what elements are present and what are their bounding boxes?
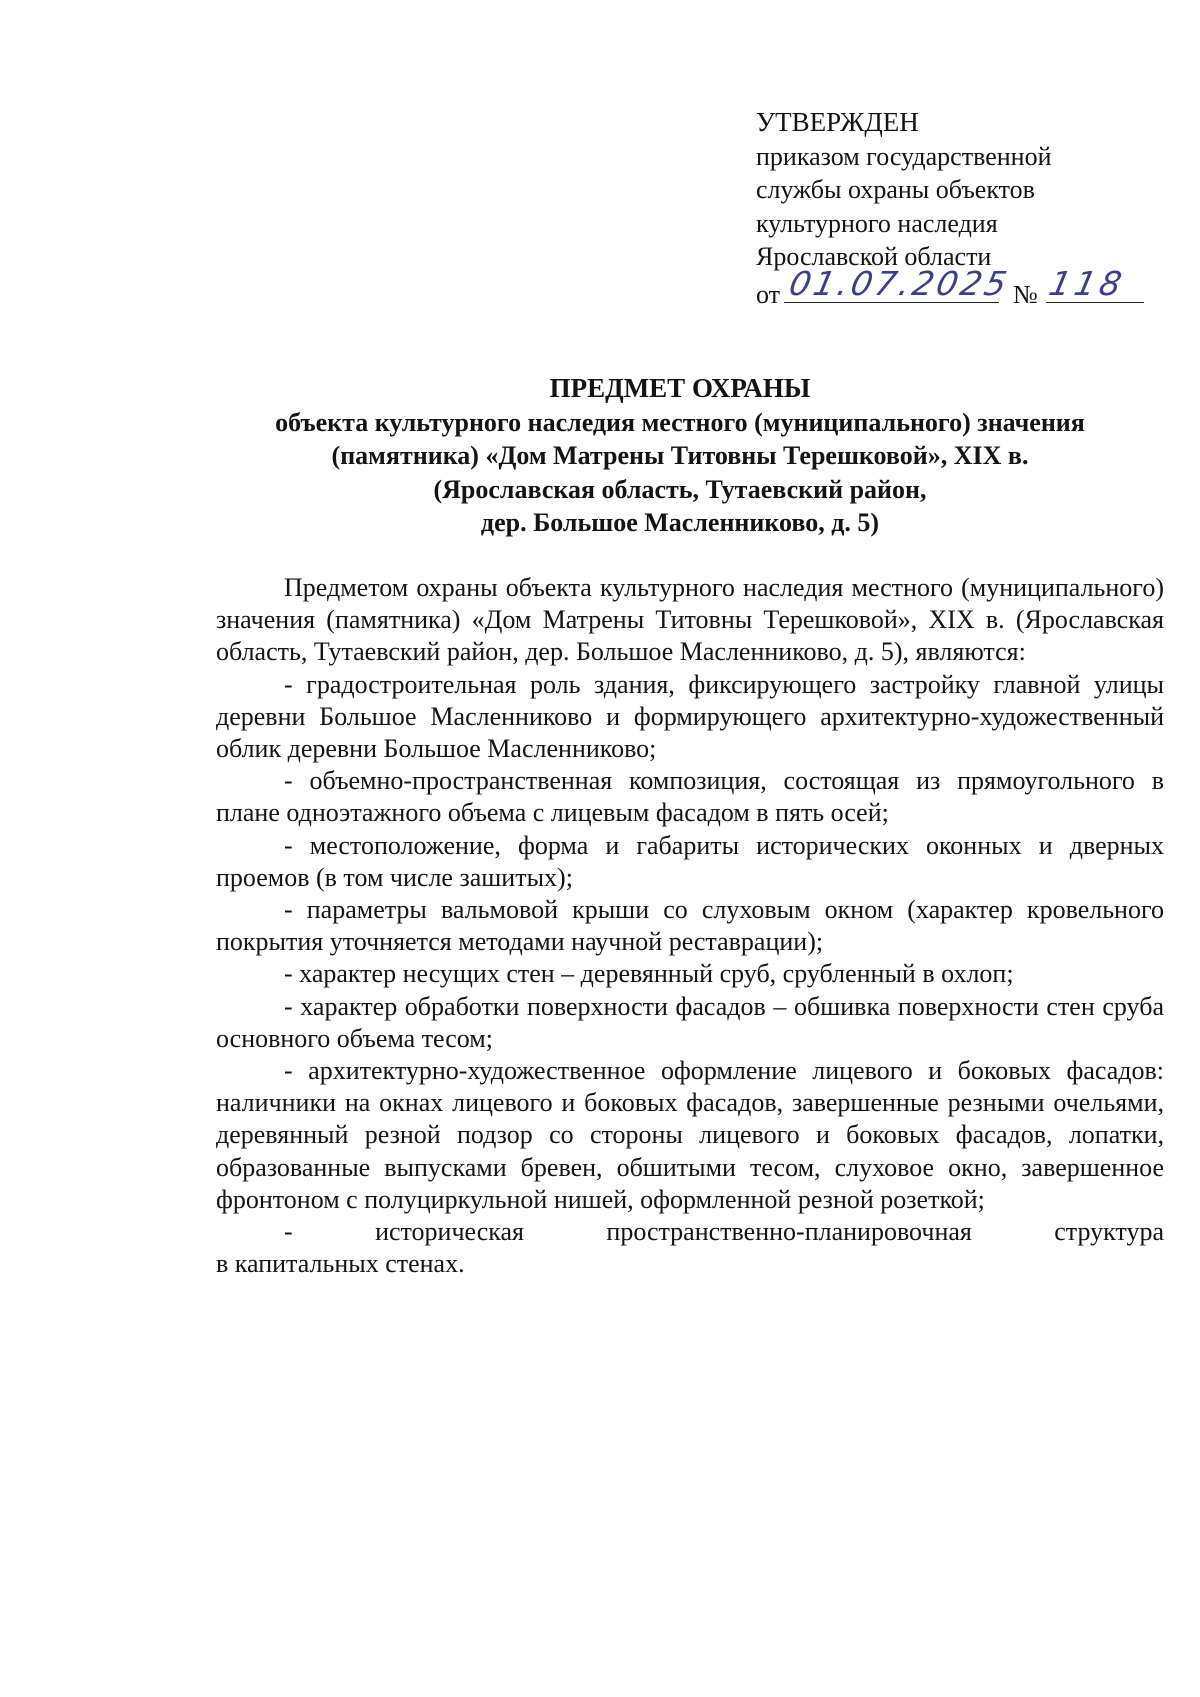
document-body xyxy=(216,572,1164,1280)
approval-line: приказом государственной xyxy=(756,141,1052,171)
handwritten-date: 01.07.2025 xyxy=(785,263,1014,303)
title-line: (памятника) «Дом Матрены Титовны Терешковой», XIX в. xyxy=(331,441,1029,470)
protection-item: - характер обработки поверхности фасадов – обшивка поверхности стен сруба основного объема тесом; xyxy=(216,991,1164,1053)
intro-paragraph: Предметом охраны объекта культурного наследия местного (муниципального) значения (памятника) «Дом Матрены Титовны Терешковой», XIX в. (Ярославская область, Тутаевский район, дер. Большое Масленниково, д. 5), являются: xyxy=(216,573,1164,667)
title-line: дер. Большое Масленниково, д. 5) xyxy=(480,508,880,537)
order-date-number-line xyxy=(756,263,1144,312)
protection-item-last: - историческая пространственно-планировочная структура xyxy=(284,1217,1164,1247)
approval-stamp-block xyxy=(756,106,1144,311)
protection-item: - архитектурно-художественное оформление лицевого и боковых фасадов: наличники на окнах лицевого и боковых фасадов, завершенные резными очельями, деревянный резной подзор со стороны лицевого и боковых фасадов, лопатки, образованные выпусками бревен, обшитыми тесом, слуховое окно, завершенное фронтоном с полуциркульной нишей, оформленной резной розеткой; xyxy=(216,1056,1164,1214)
protection-item: - объемно-пространственная композиция, состоящая из прямоугольного в плане одноэтажного объема с лицевым фасадом в пять осей; xyxy=(216,766,1164,828)
title-main: ПРЕДМЕТ ОХРАНЫ xyxy=(549,373,811,403)
approval-line: культурного наследия xyxy=(756,208,998,238)
protection-item-last-continuation: в капитальных стенах. xyxy=(216,1249,465,1279)
date-prefix: от xyxy=(756,279,781,309)
protection-item: - градостроительная роль здания, фиксирующего застройку главной улицы деревни Большое Масленниково и формирующего архитектурно-художественный облик деревни Большое Масленниково; xyxy=(216,669,1164,764)
number-sign: № xyxy=(1013,279,1038,309)
handwritten-number: 118 xyxy=(1045,263,1129,303)
number-field xyxy=(1045,263,1144,303)
approval-heading: УТВЕРЖДЕН xyxy=(756,107,919,137)
title-line: (Ярославская область, Тутаевский район, xyxy=(433,474,927,504)
date-field xyxy=(784,263,1014,303)
approval-line: службы охраны объектов xyxy=(756,175,1035,204)
protection-item: - параметры вальмовой крыши со слуховым окном (характер кровельного покрытия уточняется методами научной реставрации); xyxy=(216,895,1164,957)
protection-item: - местоположение, форма и габариты исторических оконных и дверных проемов (в том числе зашитых); xyxy=(216,830,1164,892)
title-line: объекта культурного наследия местного (муниципального) значения xyxy=(275,407,1085,437)
protection-item: - характер несущих стен – деревянный сруб, срубленный в охлоп; xyxy=(284,959,1014,989)
approval-line: Ярославской области xyxy=(756,242,992,271)
document-title xyxy=(200,372,1160,540)
